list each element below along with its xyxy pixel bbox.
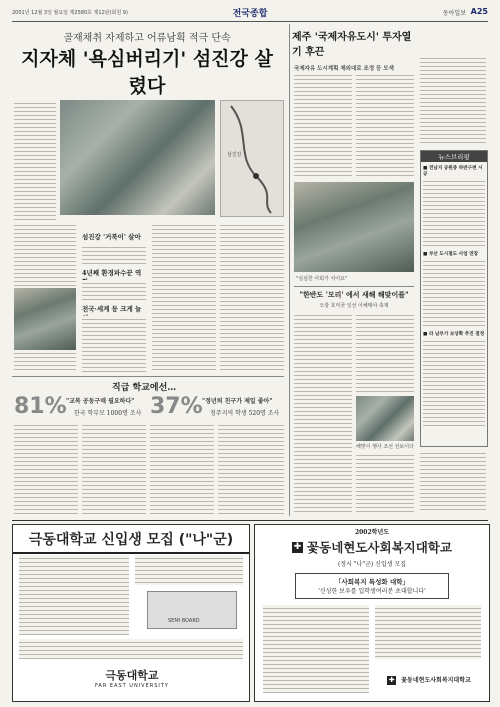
right-headline: 제주 '국제자유도시' 투자열기 후끈 bbox=[292, 32, 412, 58]
survey-right-sub: 청주지역 학생 520명 조사 bbox=[210, 410, 280, 417]
survey-left-percent: 81% bbox=[14, 394, 67, 419]
page-header bbox=[12, 6, 488, 20]
header-rule bbox=[12, 21, 488, 22]
survey-left-sub: 한국 학부모 1000명 조사 bbox=[74, 410, 142, 417]
school-name-left: 극동대학교 bbox=[105, 669, 159, 682]
briefing-body-1 bbox=[423, 178, 485, 248]
briefing-item-2: ■ 부산 도시철도 사업 연장 bbox=[423, 252, 479, 257]
inner-body-3 bbox=[356, 452, 414, 512]
ad-left-body-2 bbox=[135, 555, 243, 585]
ad-right-slogan2: '신성한 보우를 입학생여러분 초대합니다' bbox=[318, 588, 426, 595]
sunrise-photo bbox=[356, 396, 414, 441]
briefing-item-3: ■ 라 남부가 보상확 추진 결정 bbox=[423, 332, 485, 337]
briefing-item-1: ■ 전남지 공원중 하반구변 시공 bbox=[423, 166, 483, 177]
subhead-3: 전국·세계 등 크게 늘 bbox=[82, 305, 142, 313]
inner-body-2 bbox=[356, 312, 414, 392]
ad-left-logo bbox=[77, 667, 187, 689]
survey-body-3 bbox=[150, 422, 214, 514]
survey-body-1 bbox=[14, 422, 78, 514]
cross-icon: ✚ bbox=[293, 541, 302, 552]
survey-right-quote: "정년퇴 친구가 제일 좋아" bbox=[202, 398, 273, 405]
briefing-body-3 bbox=[423, 338, 485, 428]
jeju-photo bbox=[294, 182, 414, 272]
map-label: 섬진강 bbox=[227, 152, 242, 158]
column-divider bbox=[289, 24, 290, 516]
river-map bbox=[220, 100, 284, 217]
ad-rule bbox=[12, 520, 488, 521]
right-body-col2 bbox=[356, 72, 414, 177]
left-body-fill-2 bbox=[82, 280, 146, 300]
right-body-col3 bbox=[420, 55, 486, 145]
ad-fareast-university bbox=[12, 524, 250, 702]
left-body-col1 bbox=[14, 100, 56, 220]
left-body-fill-3 bbox=[82, 316, 146, 372]
newspaper-logo: 동아일보 bbox=[442, 10, 466, 17]
survey-body-2 bbox=[82, 422, 146, 514]
ad-right-body-1 bbox=[263, 605, 369, 693]
briefing-body-2 bbox=[423, 258, 485, 328]
subhead-1: 섬진강 '거북이' 살아 bbox=[82, 233, 141, 241]
page-number: A25 bbox=[470, 7, 488, 16]
map-tag: SEMI BOARD bbox=[168, 618, 200, 624]
left-headline: 지자체 '욕심버리기' 섬진강 살렸다 bbox=[21, 48, 273, 97]
ad-right-body-2 bbox=[375, 605, 481, 659]
left-body-col4 bbox=[152, 222, 216, 372]
ad-right-title-row bbox=[255, 538, 489, 556]
right-body-col4 bbox=[420, 450, 486, 512]
news-briefing-box bbox=[420, 150, 488, 447]
ad-right-slogan1: 「사회복지 특성화 대학」 bbox=[334, 578, 410, 586]
left-body-col5 bbox=[220, 222, 284, 372]
survey-kicker: 직급 학교에선… bbox=[112, 383, 177, 393]
jeju-photo-caption: "심심한 사회가 치어요" bbox=[296, 276, 348, 282]
ad-right-year: 2002학년도 bbox=[354, 529, 390, 536]
survey-body-4 bbox=[218, 422, 284, 514]
news-briefing-title: 뉴스브리핑 bbox=[421, 151, 487, 162]
inner-body-1 bbox=[294, 312, 352, 512]
inner-rule bbox=[294, 286, 414, 287]
ad-right-logo bbox=[377, 667, 481, 686]
ad-left-body-3 bbox=[19, 639, 243, 659]
section-title: 전국종합 bbox=[232, 9, 268, 19]
subhead-2: 4년째 환경파수꾼 역 bbox=[82, 269, 142, 277]
river-photo bbox=[60, 100, 215, 215]
map-river-icon bbox=[221, 101, 283, 216]
left-kicker: 골재채취 자제하고 어류남획 적극 단속 bbox=[63, 33, 231, 44]
ad-right-sub: (정시 "나"군) 신입생 모집 bbox=[337, 561, 407, 568]
issue-date: 2001년 12월 3일 월요일 제2580호 제12판(회원 9) bbox=[12, 10, 128, 16]
campus-map bbox=[147, 591, 237, 629]
ad-left-title: 극동대학교 신입생 모집 ("나"군) bbox=[13, 529, 249, 554]
inner-subhead: 오랑 호미곶 일선 이혜매야 축제 bbox=[319, 303, 389, 309]
survey-right-percent: 37% bbox=[150, 394, 203, 419]
right-subkicker: 국제자유 도시계획 제외대로 조정 등 모색 bbox=[294, 66, 394, 72]
left-body-fill-1 bbox=[82, 244, 146, 264]
ad-right-title: 꽃동네현도사회복지대학교 bbox=[307, 540, 452, 555]
right-body-col1 bbox=[294, 72, 352, 177]
ad-kkottongnae-university bbox=[254, 524, 490, 702]
sunrise-caption: 해맞이 행사 조선 선보이다 bbox=[356, 444, 414, 450]
turtle-photo bbox=[14, 288, 76, 350]
school-eng-left: FAR EAST UNIVERSITY bbox=[95, 683, 169, 689]
survey-left-quote: "교복 공동구매 필요하다" bbox=[66, 398, 135, 405]
ad-right-slogan-box bbox=[295, 573, 449, 599]
cross-small-icon: ✚ bbox=[388, 676, 395, 684]
ad-left-body-1 bbox=[19, 555, 129, 635]
inner-headline: "한반도 '모리' 에서 새해 해맞이를" bbox=[299, 290, 409, 299]
survey-rule bbox=[12, 376, 284, 377]
school-name-right: 꽃동네현도사회복지대학교 bbox=[401, 677, 471, 684]
